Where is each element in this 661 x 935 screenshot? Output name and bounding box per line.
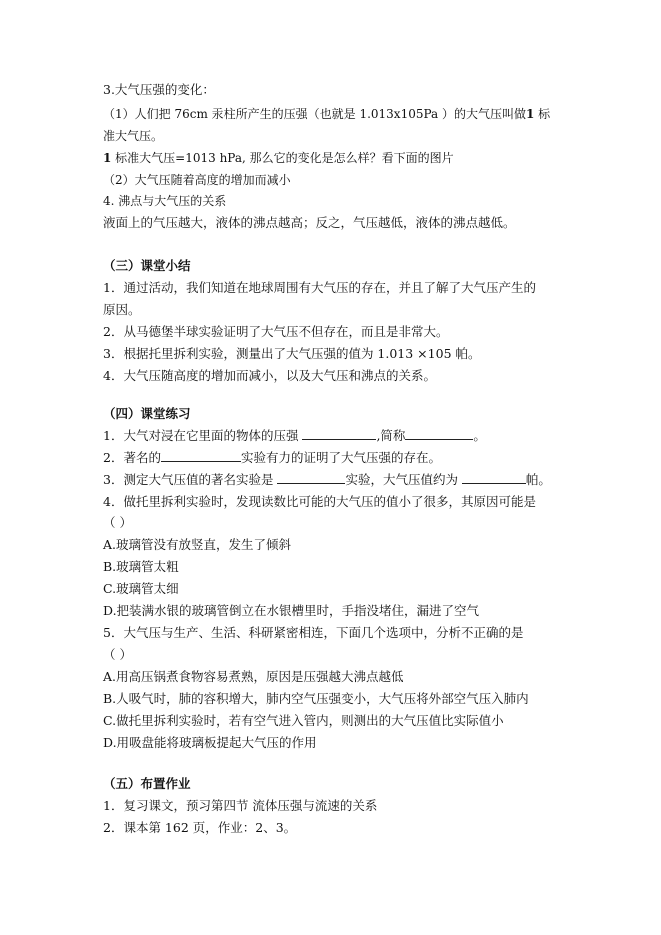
question-text: 实验有力的证明了大气压强的存在。 xyxy=(240,450,441,465)
paragraph-text: （1）人们把 76cm 汞柱所产生的压强（也就是 1.013x105Pa ）的大气压叫做 xyxy=(103,107,526,121)
question-5-answer-paren: （ ） xyxy=(103,647,132,662)
homework-item: 2．课本第 162 页，作业：2、3。 xyxy=(103,820,297,835)
summary-heading: （三）课堂小结 xyxy=(103,258,191,273)
question-text: 帕。 xyxy=(525,472,551,487)
practice-heading: （四）课堂练习 xyxy=(103,406,191,421)
section-4-title: 4. 沸点与大气压的关系 xyxy=(103,194,227,208)
paragraph-number: 1 xyxy=(525,107,535,121)
summary-item: 4．大气压随高度的增加而减小，以及大气压和沸点的关系。 xyxy=(103,368,436,383)
summary-item: 2．从马德堡半球实验证明了大气压不但存在，而且是非常大。 xyxy=(103,324,449,339)
summary-item: 原因。 xyxy=(103,302,141,317)
answer-blank[interactable] xyxy=(161,448,241,462)
question-4-answer-paren: （ ） xyxy=(103,515,132,530)
section-4-text: 液面上的气压越大，液体的沸点越高；反之，气压越低，液体的沸点越低。 xyxy=(103,215,516,230)
question-text: 。 xyxy=(473,428,486,443)
practice-question-4: 4．做托里拆利实验时，发现读数比可能的大气压的值小了很多，其原因可能是 xyxy=(103,494,536,509)
question-text: 1．大气对浸在它里面的物体的压强 xyxy=(103,428,303,443)
practice-question-5: 5．大气压与生产、生活、科研紧密相连，下面几个选项中，分析不正确的是 xyxy=(103,625,524,640)
summary-item: 3．根据托里拆利实验，测量出了大气压强的值为 1.013 ×105 帕。 xyxy=(103,346,481,361)
question-text: 实验，大气压值约为 xyxy=(345,472,462,487)
question-5-option: A.用高压锅煮食物容易煮熟，原因是压强越大沸点越低 xyxy=(103,669,404,684)
section-3-paragraph-2 xyxy=(103,148,573,168)
section-3-paragraph-1 xyxy=(103,104,573,124)
paragraph-number: 1 xyxy=(103,151,112,165)
question-4-option: B.玻璃管太粗 xyxy=(103,559,179,574)
homework-heading: （五）布置作业 xyxy=(103,776,191,791)
section-3-paragraph-3: （2）大气压随着高度的增加而减小 xyxy=(103,173,291,187)
section-3-paragraph-1-cont: 准大气压。 xyxy=(103,129,164,143)
question-5-option: C.做托里拆利实验时，若有空气进入管内，则测出的大气压值比实际值小 xyxy=(103,713,504,728)
question-text: 2．著名的 xyxy=(103,450,161,465)
section-3-title: 3.大气压强的变化： xyxy=(103,82,215,97)
homework-item: 1．复习课文，预习第四节 流体压强与流速的关系 xyxy=(103,798,378,813)
question-text: 3．测定大气压值的著名实验是 xyxy=(103,472,278,487)
question-5-option: D.用吸盘能将玻璃板提起大气压的作用 xyxy=(103,735,317,750)
practice-question-2 xyxy=(103,448,573,468)
paragraph-text: 标准大气压=1013 hPa, 那么它的变化是怎么样？看下面的图片 xyxy=(111,151,454,165)
answer-blank[interactable] xyxy=(405,426,473,440)
answer-blank[interactable] xyxy=(462,470,526,484)
summary-item: 1．通过活动，我们知道在地球周围有大气压的存在，并且了解了大气压产生的 xyxy=(103,280,536,295)
question-4-option: A.玻璃管没有放竖直，发生了倾斜 xyxy=(103,537,292,552)
practice-question-3 xyxy=(103,470,573,490)
answer-blank[interactable] xyxy=(302,426,376,440)
question-4-option: C.玻璃管太细 xyxy=(103,581,179,596)
practice-question-1 xyxy=(103,426,573,446)
question-text: ,简称 xyxy=(376,428,406,443)
question-5-option: B.人吸气时，肺的容积增大，肺内空气压强变小，大气压将外部空气压入肺内 xyxy=(103,691,529,706)
answer-blank[interactable] xyxy=(277,470,345,484)
question-4-option: D.把装满水银的玻璃管倒立在水银槽里时，手指没堵住，漏进了空气 xyxy=(103,603,480,618)
paragraph-text: 标 xyxy=(534,107,551,121)
